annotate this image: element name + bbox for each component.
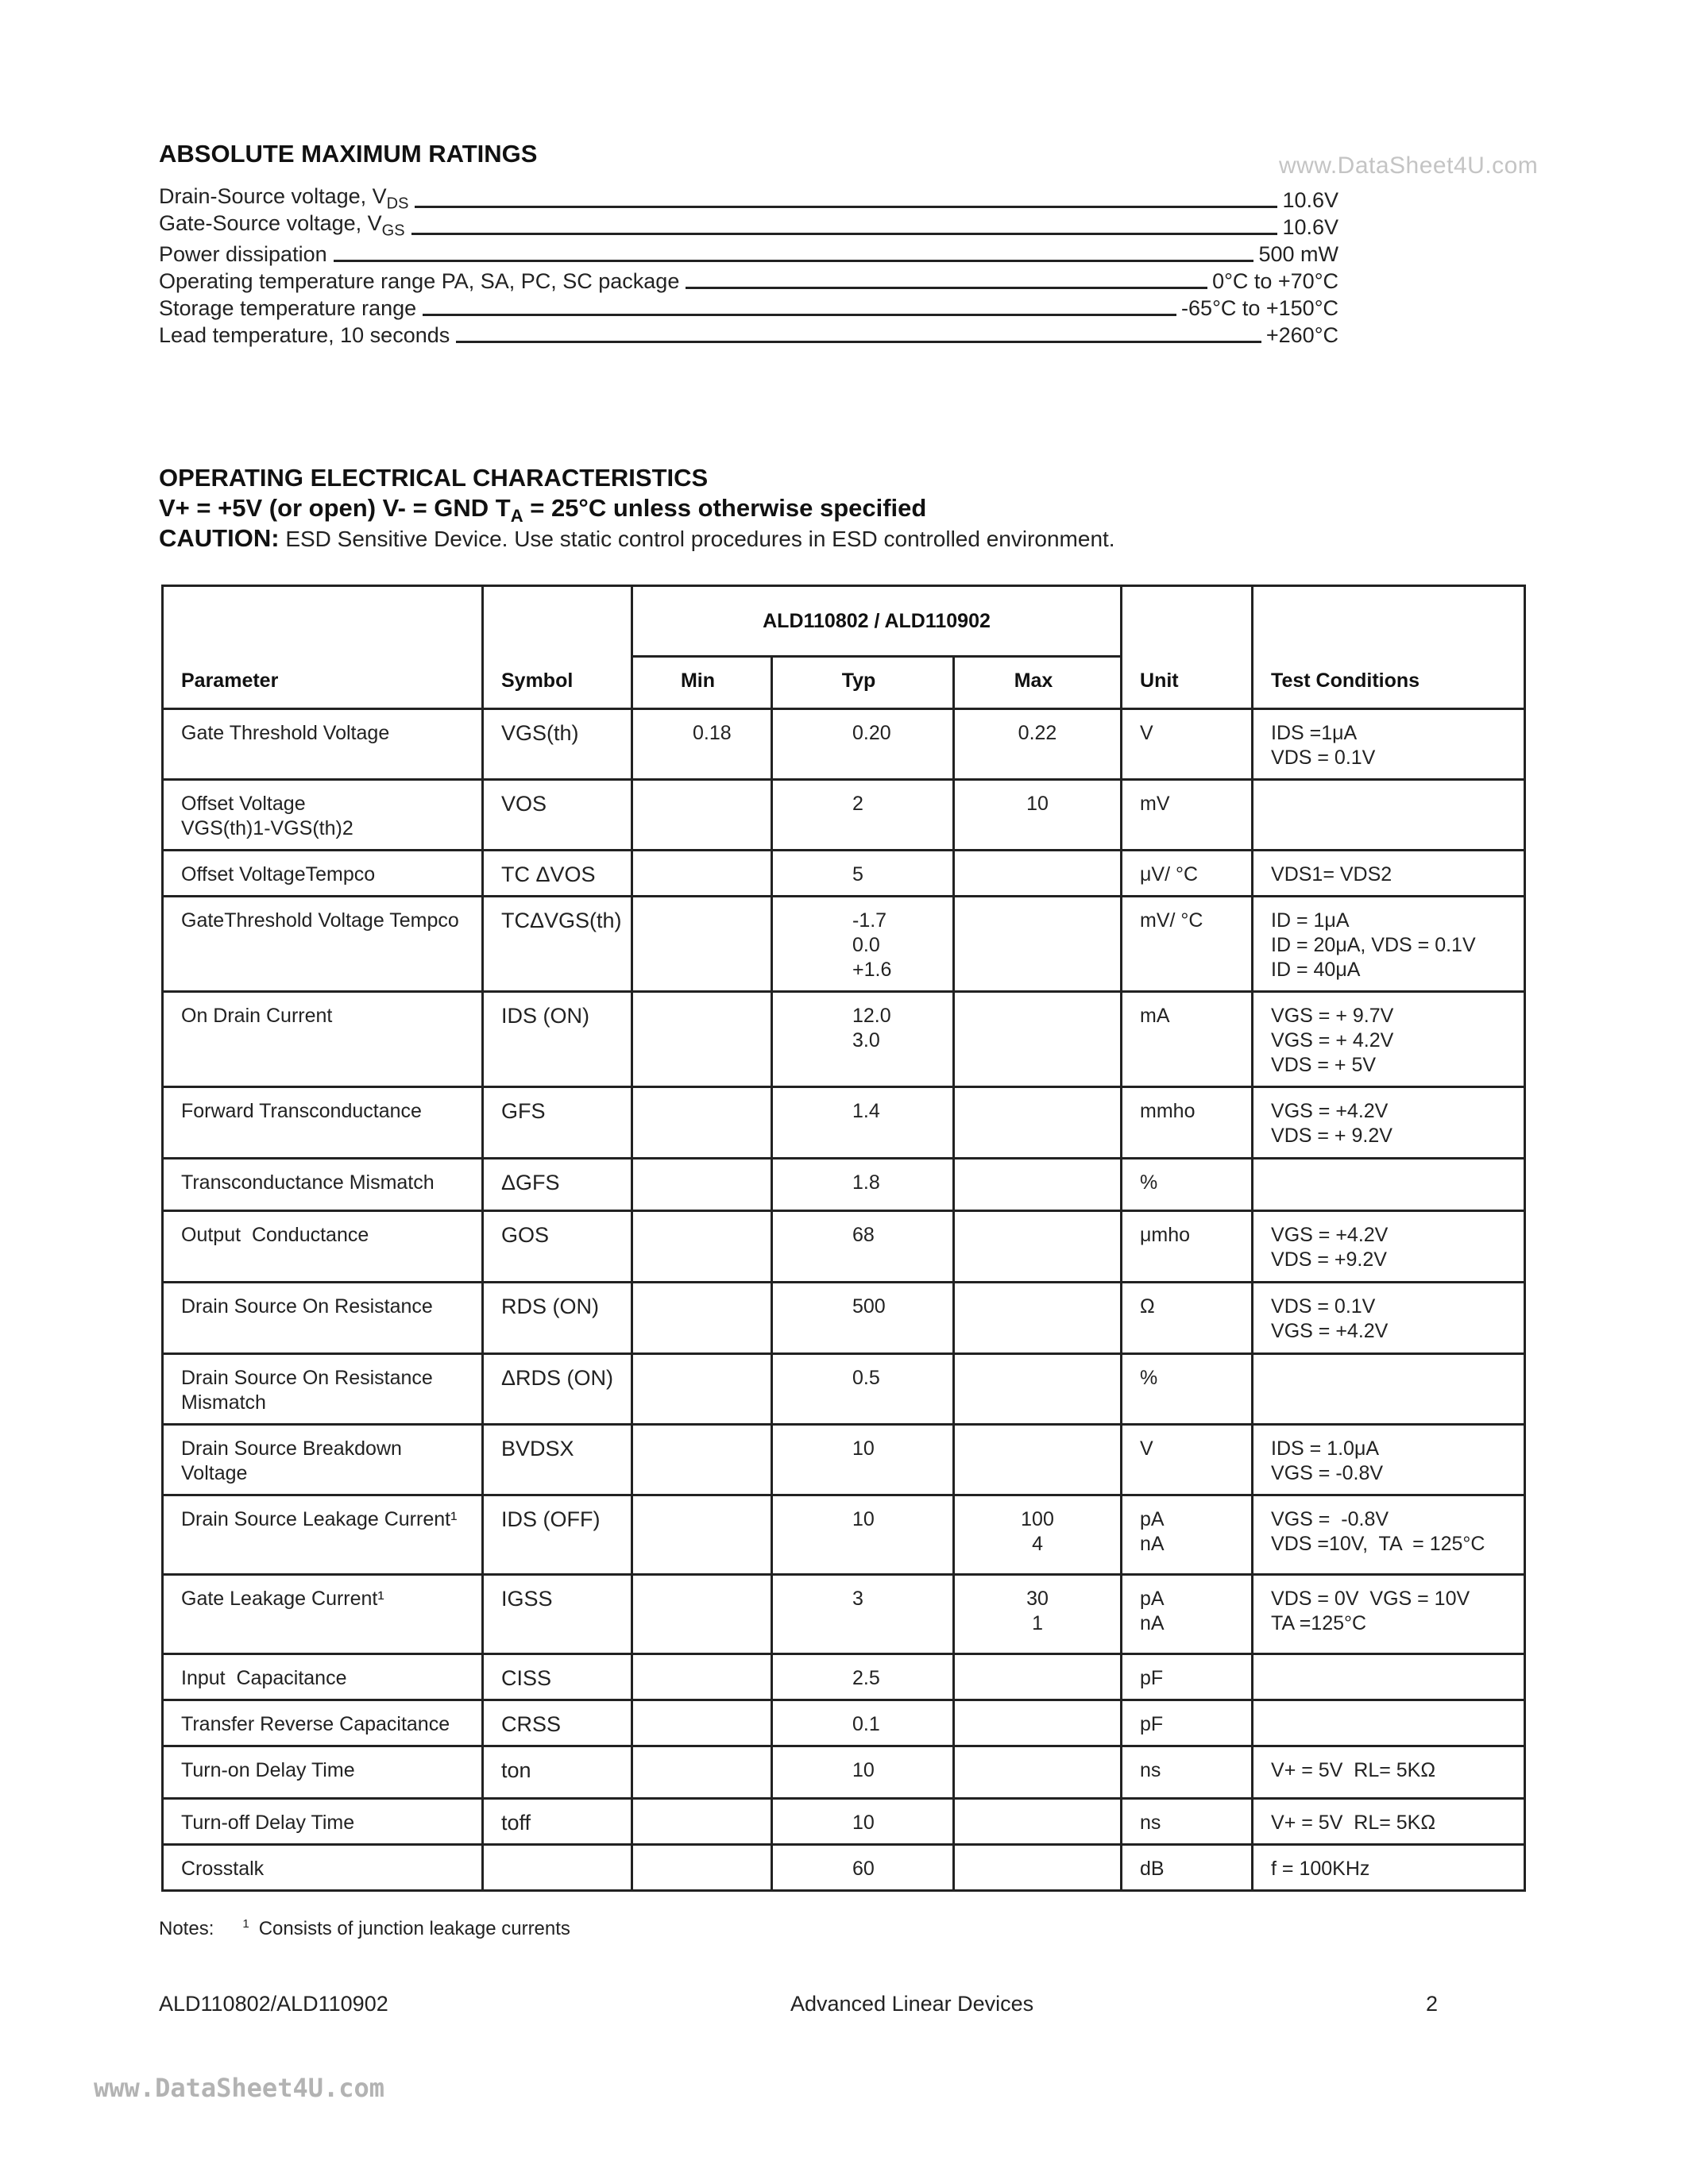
cell-parameter: Output Conductance bbox=[163, 1211, 483, 1283]
cell-unit: pF bbox=[1122, 1700, 1253, 1746]
footer-page-number: 2 bbox=[1426, 1992, 1439, 2016]
dotted-leader bbox=[415, 206, 1277, 208]
table-row bbox=[163, 897, 1525, 992]
cell-max bbox=[954, 992, 1122, 1087]
cell-parameter: Transfer Reverse Capacitance bbox=[163, 1700, 483, 1746]
cell-typ: 5 bbox=[772, 851, 954, 897]
cell-min bbox=[632, 1700, 772, 1746]
caution-note: CAUTION: ESD Sensitive Device. Use static control procedures in ESD controlled environment. bbox=[159, 524, 1115, 552]
table-row bbox=[163, 1211, 1525, 1283]
cell-test-conditions: IDS =1μA VDS = 0.1V bbox=[1253, 709, 1525, 780]
oec-conditions: V+ = +5V (or open) V- = GND $T_A = 25^\circ C$ unless otherwise specified bbox=[159, 494, 927, 527]
table-row bbox=[163, 1746, 1525, 1799]
table-row bbox=[163, 1159, 1525, 1211]
rating-label: Gate-Source voltage, $V_{GS}$ bbox=[159, 210, 405, 239]
cell-parameter: Drain Source On Resistance Mismatch bbox=[163, 1354, 483, 1425]
cell-min bbox=[632, 1495, 772, 1575]
cell-max bbox=[954, 851, 1122, 897]
cell-typ: 0.5 bbox=[772, 1354, 954, 1425]
table-row bbox=[163, 1087, 1525, 1159]
cell-typ: 10 bbox=[772, 1799, 954, 1845]
cell-typ: 12.0 3.0 bbox=[772, 992, 954, 1087]
table-row bbox=[163, 1354, 1525, 1425]
cell-unit: V bbox=[1122, 709, 1253, 780]
cell-unit: μmho bbox=[1122, 1211, 1253, 1283]
cell-parameter: Input Capacitance bbox=[163, 1654, 483, 1700]
cell-max bbox=[954, 1845, 1122, 1891]
cell-min bbox=[632, 1799, 772, 1845]
cell-min bbox=[632, 1354, 772, 1425]
cell-unit: pA nA bbox=[1122, 1575, 1253, 1654]
header-part-group: ALD110802 / ALD110902 bbox=[632, 586, 1122, 657]
cell-typ: 10 bbox=[772, 1495, 954, 1575]
cell-unit: mmho bbox=[1122, 1087, 1253, 1159]
cell-symbol: CRSS bbox=[483, 1700, 632, 1746]
cell-parameter: Turn-off Delay Time bbox=[163, 1799, 483, 1845]
cell-parameter: Turn-on Delay Time bbox=[163, 1746, 483, 1799]
cell-min bbox=[632, 897, 772, 992]
cell-typ: 0.1 bbox=[772, 1700, 954, 1746]
cell-parameter: Drain Source On Resistance bbox=[163, 1283, 483, 1354]
header-unit: Unit bbox=[1122, 586, 1253, 709]
oec-title: OPERATING ELECTRICAL CHARACTERISTICS bbox=[159, 464, 709, 492]
cell-unit: ns bbox=[1122, 1746, 1253, 1799]
table-row bbox=[163, 1425, 1525, 1495]
rating-label: Lead temperature, 10 seconds bbox=[159, 323, 450, 347]
cell-symbol: GOS bbox=[483, 1211, 632, 1283]
cell-test-conditions: VGS = -0.8V VDS =10V, TA = 125°C bbox=[1253, 1495, 1525, 1575]
cell-typ: 2 bbox=[772, 780, 954, 851]
cell-symbol: ton bbox=[483, 1746, 632, 1799]
watermark-bottom: www.DataSheet4U.com bbox=[94, 2073, 385, 2103]
rating-value: +260°C bbox=[1265, 323, 1338, 347]
table-row bbox=[163, 851, 1525, 897]
cell-parameter: Offset Voltage VGS(th)1-VGS(th)2 bbox=[163, 780, 483, 851]
cell-test-conditions: f = 100KHz bbox=[1253, 1845, 1525, 1891]
table-row bbox=[163, 780, 1525, 851]
rating-label: Operating temperature range PA, SA, PC, SC package bbox=[159, 269, 680, 293]
cell-min bbox=[632, 1211, 772, 1283]
table-row bbox=[163, 709, 1525, 780]
cell-min bbox=[632, 780, 772, 851]
cell-typ: 2.5 bbox=[772, 1654, 954, 1700]
cell-symbol: CISS bbox=[483, 1654, 632, 1700]
cell-unit: mA bbox=[1122, 992, 1253, 1087]
abs-max-title: ABSOLUTE MAXIMUM RATINGS bbox=[159, 140, 538, 168]
cell-test-conditions bbox=[1253, 1354, 1525, 1425]
cell-parameter: Drain Source Breakdown Voltage bbox=[163, 1425, 483, 1495]
cell-unit: μV/ °C bbox=[1122, 851, 1253, 897]
footer-company: Advanced Linear Devices bbox=[790, 1992, 1034, 2016]
cell-parameter: On Drain Current bbox=[163, 992, 483, 1087]
table-row bbox=[163, 992, 1525, 1087]
cell-typ: 60 bbox=[772, 1845, 954, 1891]
rating-value: -65°C to +150°C bbox=[1181, 296, 1338, 320]
cell-min bbox=[632, 1654, 772, 1700]
table-row bbox=[163, 1845, 1525, 1891]
cell-min bbox=[632, 1087, 772, 1159]
cell-parameter: Crosstalk bbox=[163, 1845, 483, 1891]
cell-test-conditions: V+ = 5V RL= 5KΩ bbox=[1253, 1746, 1525, 1799]
cell-parameter: Gate Leakage Current¹ bbox=[163, 1575, 483, 1654]
cell-parameter: GateThreshold Voltage Tempco bbox=[163, 897, 483, 992]
cell-unit: V bbox=[1122, 1425, 1253, 1495]
cell-max bbox=[954, 1283, 1122, 1354]
cell-test-conditions bbox=[1253, 1700, 1525, 1746]
cell-symbol: BVDSX bbox=[483, 1425, 632, 1495]
cell-test-conditions: VGS = +4.2V VDS = +9.2V bbox=[1253, 1211, 1525, 1283]
cell-unit: pA nA bbox=[1122, 1495, 1253, 1575]
cell-typ: 1.8 bbox=[772, 1159, 954, 1211]
cell-max: 10 bbox=[954, 780, 1122, 851]
cell-symbol: ΔGFS bbox=[483, 1159, 632, 1211]
footer-part-number: ALD110802/ALD110902 bbox=[159, 1992, 388, 2016]
rating-row bbox=[159, 210, 1338, 240]
header-parameter: Parameter bbox=[163, 586, 483, 709]
cell-test-conditions: VGS = + 9.7V VGS = + 4.2V VDS = + 5V bbox=[1253, 992, 1525, 1087]
notes: Notes: $^1$ Consists of junction leakage currents bbox=[159, 1917, 570, 1939]
rating-value: 500 mW bbox=[1258, 242, 1338, 266]
cell-symbol: IDS (OFF) bbox=[483, 1495, 632, 1575]
table-body bbox=[163, 709, 1525, 1891]
cell-min bbox=[632, 1746, 772, 1799]
cell-test-conditions: IDS = 1.0μA VGS = -0.8V bbox=[1253, 1425, 1525, 1495]
cell-min bbox=[632, 1575, 772, 1654]
cell-max bbox=[954, 1746, 1122, 1799]
rating-value: 10.6V bbox=[1282, 188, 1338, 212]
table-row bbox=[163, 1700, 1525, 1746]
rating-row bbox=[159, 240, 1338, 267]
cell-parameter: Forward Transconductance bbox=[163, 1087, 483, 1159]
cell-max: 100 4 bbox=[954, 1495, 1122, 1575]
cell-symbol: RDS (ON) bbox=[483, 1283, 632, 1354]
cell-test-conditions: VGS = +4.2V VDS = + 9.2V bbox=[1253, 1087, 1525, 1159]
rating-label: Power dissipation bbox=[159, 242, 327, 266]
cell-symbol: VOS bbox=[483, 780, 632, 851]
cell-symbol bbox=[483, 1845, 632, 1891]
header-min: Min bbox=[632, 657, 772, 709]
cell-unit: Ω bbox=[1122, 1283, 1253, 1354]
cell-symbol: TCΔVGS(th) bbox=[483, 897, 632, 992]
cell-test-conditions bbox=[1253, 1159, 1525, 1211]
cell-test-conditions: VDS1= VDS2 bbox=[1253, 851, 1525, 897]
cell-unit: pF bbox=[1122, 1654, 1253, 1700]
rating-row bbox=[159, 294, 1338, 321]
cell-typ: 10 bbox=[772, 1425, 954, 1495]
cell-parameter: Gate Threshold Voltage bbox=[163, 709, 483, 780]
dotted-leader bbox=[686, 287, 1207, 289]
cell-typ: 500 bbox=[772, 1283, 954, 1354]
cell-typ: 10 bbox=[772, 1746, 954, 1799]
cell-min bbox=[632, 851, 772, 897]
cell-max bbox=[954, 1700, 1122, 1746]
cell-max: 0.22 bbox=[954, 709, 1122, 780]
cell-symbol: TC ΔVOS bbox=[483, 851, 632, 897]
cell-min: 0.18 bbox=[632, 709, 772, 780]
cell-max bbox=[954, 897, 1122, 992]
rating-row bbox=[159, 267, 1338, 294]
table-row bbox=[163, 1495, 1525, 1575]
characteristics-table bbox=[161, 585, 1526, 1892]
header-typ: Typ bbox=[772, 657, 954, 709]
cell-unit: % bbox=[1122, 1354, 1253, 1425]
cell-parameter: Drain Source Leakage Current¹ bbox=[163, 1495, 483, 1575]
cell-test-conditions bbox=[1253, 1654, 1525, 1700]
cell-test-conditions: VDS = 0V VGS = 10V TA =125°C bbox=[1253, 1575, 1525, 1654]
cell-typ: 0.20 bbox=[772, 709, 954, 780]
cell-max bbox=[954, 1654, 1122, 1700]
cell-max bbox=[954, 1087, 1122, 1159]
cell-symbol: toff bbox=[483, 1799, 632, 1845]
cell-unit: mV/ °C bbox=[1122, 897, 1253, 992]
cell-parameter: Offset VoltageTempco bbox=[163, 851, 483, 897]
watermark-top: www.DataSheet4U.com bbox=[1279, 152, 1539, 179]
cell-test-conditions: ID = 1μA ID = 20μA, VDS = 0.1V ID = 40μA bbox=[1253, 897, 1525, 992]
rating-row bbox=[159, 321, 1338, 348]
cell-max bbox=[954, 1425, 1122, 1495]
cell-min bbox=[632, 992, 772, 1087]
cell-min bbox=[632, 1283, 772, 1354]
cell-typ: 68 bbox=[772, 1211, 954, 1283]
table-row bbox=[163, 1283, 1525, 1354]
dotted-leader bbox=[423, 314, 1176, 316]
dotted-leader bbox=[456, 341, 1261, 343]
cell-parameter: Transconductance Mismatch bbox=[163, 1159, 483, 1211]
rating-row bbox=[159, 183, 1338, 213]
cell-min bbox=[632, 1159, 772, 1211]
cell-unit: ns bbox=[1122, 1799, 1253, 1845]
cell-test-conditions: V+ = 5V RL= 5KΩ bbox=[1253, 1799, 1525, 1845]
cell-symbol: GFS bbox=[483, 1087, 632, 1159]
rating-label: Storage temperature range bbox=[159, 296, 417, 320]
cell-min bbox=[632, 1425, 772, 1495]
rating-label: Drain-Source voltage, $V_{DS}$ bbox=[159, 183, 409, 212]
cell-symbol: VGS(th) bbox=[483, 709, 632, 780]
header-max: Max bbox=[954, 657, 1122, 709]
cell-unit: % bbox=[1122, 1159, 1253, 1211]
cell-test-conditions: VDS = 0.1V VGS = +4.2V bbox=[1253, 1283, 1525, 1354]
header-test-conditions: Test Conditions bbox=[1253, 586, 1525, 709]
table-row bbox=[163, 1575, 1525, 1654]
dotted-leader bbox=[411, 233, 1278, 235]
cell-max bbox=[954, 1354, 1122, 1425]
table-row bbox=[163, 1654, 1525, 1700]
rating-value: 0°C to +70°C bbox=[1212, 269, 1338, 293]
rating-value: 10.6V bbox=[1282, 215, 1338, 239]
cell-symbol: IDS (ON) bbox=[483, 992, 632, 1087]
cell-symbol: IGSS bbox=[483, 1575, 632, 1654]
cell-max bbox=[954, 1159, 1122, 1211]
cell-max bbox=[954, 1799, 1122, 1845]
cell-symbol: ΔRDS (ON) bbox=[483, 1354, 632, 1425]
cell-unit: dB bbox=[1122, 1845, 1253, 1891]
cell-max bbox=[954, 1211, 1122, 1283]
cell-min bbox=[632, 1845, 772, 1891]
table-row bbox=[163, 1799, 1525, 1845]
cell-max: 30 1 bbox=[954, 1575, 1122, 1654]
cell-typ: 3 bbox=[772, 1575, 954, 1654]
abs-max-list bbox=[159, 183, 1338, 348]
header-symbol: Symbol bbox=[483, 586, 632, 709]
cell-unit: mV bbox=[1122, 780, 1253, 851]
cell-typ: 1.4 bbox=[772, 1087, 954, 1159]
cell-test-conditions bbox=[1253, 780, 1525, 851]
cell-typ: -1.7 0.0 +1.6 bbox=[772, 897, 954, 992]
dotted-leader bbox=[334, 260, 1254, 262]
